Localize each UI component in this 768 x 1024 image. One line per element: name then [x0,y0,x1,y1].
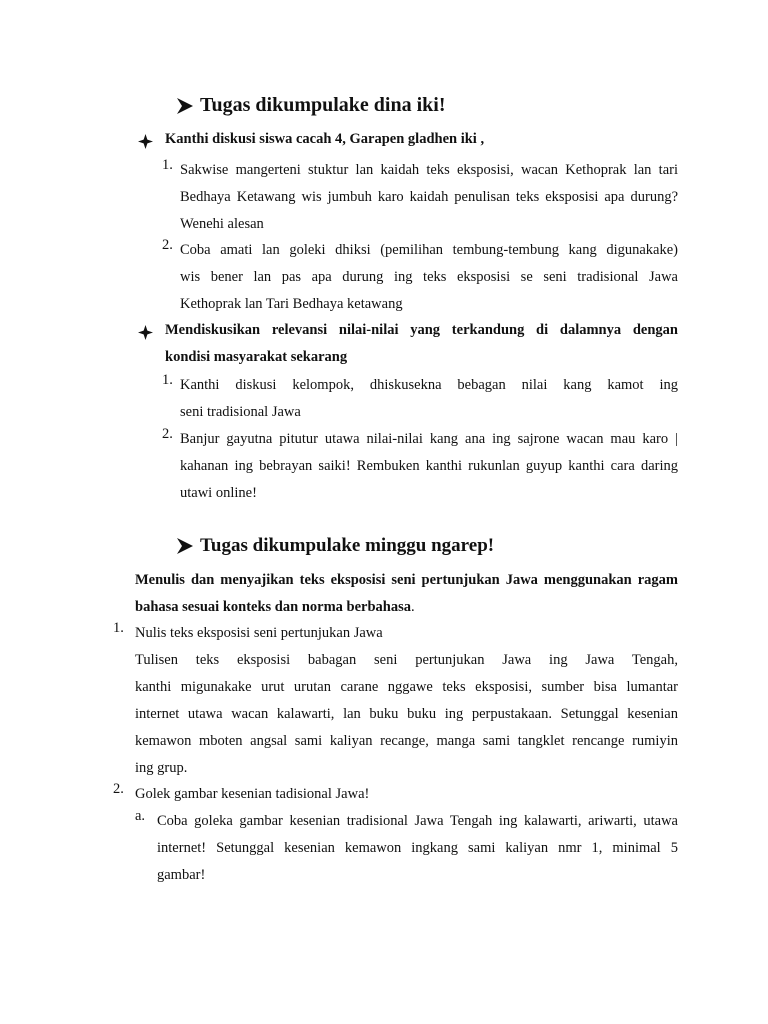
text-line: Kanthi diskusi kelompok, dhiskusekna bebagan nilai kang kamot ing [180,377,678,393]
list-item [162,372,678,426]
item-number: 2. [162,237,173,253]
text-line: kanthi migunakake urut urutan carane nggawe teks eksposisi, sumber bisa lumantar [135,679,678,695]
text-line: Kethoprak lan Tari Bedhaya ketawang [180,296,403,312]
text-line: kemawon mboten angsal sami kaliyan recange, manga sami tangklet rencange rumiyin [135,733,678,749]
text-line: Coba amati lan goleki dhiksi (pemilihan tembung-tembung kang digunakake) [180,242,678,258]
bullet-1-text: Kanthi diskusi siswa cacah 4, Garapen gladhen iki , [165,131,485,147]
bullet-2-line: kondisi masyarakat sekarang [165,349,348,365]
section2-intro [135,567,678,621]
arrow-bullet-icon [176,537,194,555]
text-line: ing grup. [135,760,188,776]
text-line: gambar! [157,867,206,883]
text-line: Banjur gayutna pitutur utawa nilai-nilai kang ana ing sajrone wacan mau karo | [180,431,678,447]
text-line: internet! Setunggal kesenian kemawon ingkang sami kaliyan nmr 1, minimal 5 [157,840,678,856]
section1-heading-text: Tugas dikumpulake dina iki! [200,94,446,116]
bullet-2-line: Mendiskusikan relevansi nilai-nilai yang terkandung di dalamnya dengan [165,322,678,338]
sub-list-item [135,808,678,889]
text-line: internet utawa wacan kalawarti, lan buku buku ing perpustakaan. Setunggal kesenian [135,706,678,722]
intro-line: bahasa sesuai konteks dan norma berbahasa [135,599,411,615]
intro-line: Menulis dan menyajikan teks eksposisi seni pertunjukan Jawa menggunakan ragam [135,572,678,588]
text-line: wis bener lan pas apa durung ing teks eksposisi se seni tradisional Jawa [180,269,678,285]
section2-heading-text: Tugas dikumpulake minggu ngarep! [200,535,495,556]
item-number: 1. [162,157,173,173]
section2-heading [176,535,494,557]
text-line: kahanan ing bebrayan saiki! Rembuken kanthi rukunlan guyup kanthi cara daring [180,458,678,474]
item-number: 2. [113,781,124,797]
list-item [113,781,678,808]
list-item [162,237,678,318]
text-line: Bedhaya Ketawang wis jumbuh karo kaidah penulisan teks eksposisi apa durung? [180,189,678,205]
list-item [162,157,678,238]
bullet-1 [138,131,484,149]
item-title: Nulis teks eksposisi seni pertunjukan Jawa [135,625,383,641]
text-line: Coba goleka gambar kesenian tradisional Jawa Tengah ing kalawarti, ariwarti, utawa [157,813,678,829]
text-line: Sakwise mangerteni stuktur lan kaidah teks eksposisi, wacan Kethoprak lan tari [180,162,678,178]
text-line: utawi online! [180,485,257,501]
text-line: seni tradisional Jawa [180,404,301,420]
bullet-2 [138,322,678,371]
arrow-bullet-icon [176,97,194,115]
text-line: Wenehi alesan [180,216,264,232]
diamond-bullet-icon [138,325,153,340]
item-number: 1. [113,620,124,636]
item-number: 1. [162,372,173,388]
list-item [162,426,678,507]
text-line: Tulisen teks eksposisi babagan seni pertunjukan Jawa ing Jawa Tengah, [135,652,678,668]
diamond-bullet-icon [138,134,153,149]
item-title: Golek gambar kesenian tadisional Jawa! [135,786,370,802]
list-item [113,620,678,782]
section1-heading [176,94,446,117]
item-number: 2. [162,426,173,442]
intro-period: . [410,599,415,615]
item-letter: a. [135,808,146,824]
